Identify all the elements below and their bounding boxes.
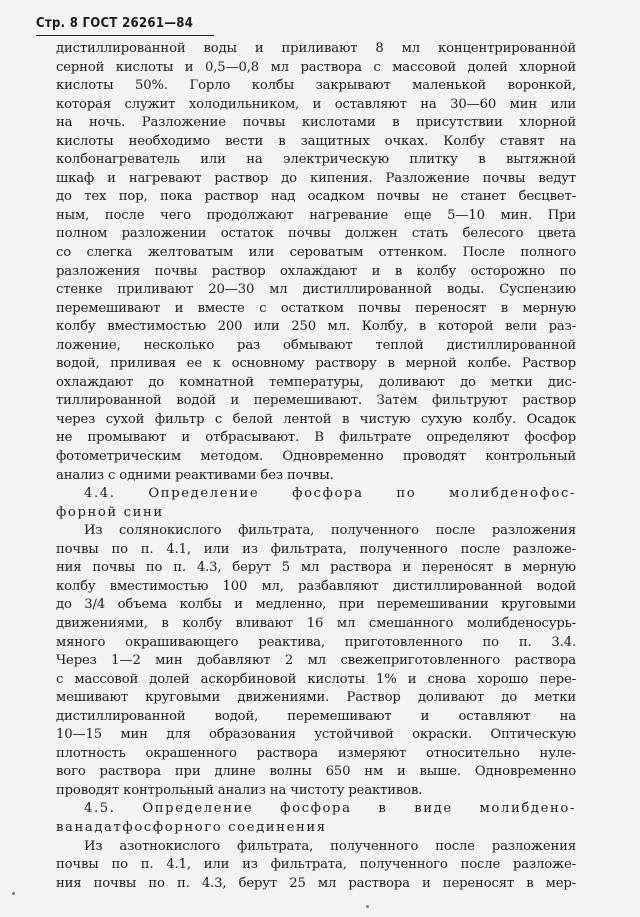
text-line: на ночь. Разложение почвы кислотами в присутствии хлорной [56,115,576,131]
text-line: Из солянокислого фильтрата, полученного после разложения [84,523,576,539]
text-line: почвы по п. 4.1, или из фильтрата, полученного после разложе- [56,857,576,873]
text-line: движениями, в колбу вливают 16 мл смешанного молибденосурь- [56,615,576,631]
text-line: мяного окрашивающего реактива, приготовленного по п. 3.4. [56,634,576,650]
text-line: через сухой фильтр с белой лентой в чистую сухую колбу. Осадок [56,411,576,427]
text-line: 4.5. Определение фосфора в виде молибдено- [84,801,576,817]
text-line: колбу вместимостью 200 или 250 мл. Колбу, в которой вели раз- [56,319,576,335]
text-line: не промывают и отбрасывают. В фильтрате определяют фосфор [56,430,576,446]
text-line: до тех пор, пока раствор над осадком почвы не станет бесцвет- [56,189,576,205]
text-line: кислоты необходимо вести в защитных очках. Колбу ставят на [56,133,576,149]
text-line: мешивают круговыми движениями. Раствор доливают до метки [56,690,576,706]
text-line: перемешивают и вместе с остатком почвы переносят в мерную [56,300,576,316]
text-line: дистиллированной воды и приливают 8 мл концентрированной [56,41,576,56]
text-line: дистиллированной водой, перемешивают и оставляют на [56,708,576,724]
text-line: форной сини [56,504,164,520]
text-line: до 3/4 объема колбы и медленно, при перемешивании круговыми [56,597,576,613]
header-rule [36,35,214,36]
text-line: тиллированной водой и перемешивают. Затем фильтруют раствор [56,393,576,409]
text-line: Из азотнокислого фильтрата, полученного после разложения [84,838,576,854]
text-line: полном разложении остаток почвы должен стать белесого цвета [56,226,576,242]
text-line: водой, приливая ее к основному раствору в мерной колбе. Раствор [56,356,576,372]
text-line: охлаждают до комнатной температуры, доливают до метки дис- [56,374,576,390]
text-line: 10—15 мин для образования устойчивой окраски. Оптическую [56,727,576,743]
text-line: кислоты 50%. Горло колбы закрывают маленькой воронкой, [56,78,576,94]
text-line: ния почвы по п. 4.3, берут 5 мл раствора и переносят в мерную [56,560,576,576]
text-line: почвы по п. 4.1, или из фильтрата, полученного после разложе- [56,541,576,557]
scan-speck [12,892,15,895]
text-line: анализ с одними реактивами без почвы. [56,467,334,483]
text-line: вого раствора при длине волны 650 нм и выше. Одновременно [56,764,576,780]
text-line: стенке приливают 20—30 мл дистиллированной воды. Суспензию [56,282,576,298]
document-body [56,40,576,893]
text-line: ным, после чего продолжают нагревание еще 5—10 мин. При [56,207,576,223]
text-line: со слегка желтоватым или сероватым оттенком. После полного [56,245,576,261]
text-line: фотометрическим методом. Одновременно проводят контрольный [56,449,576,465]
text-line: которая служит холодильником, и оставляют на 30—60 мин или [56,96,576,112]
text-line: колбонагреватель или на электрическую плитку в вытяжной [56,152,576,168]
text-line: ния почвы по п. 4.3, берут 25 мл раствора и переносят в мер- [56,875,576,891]
text-line: серной кислоты и 0,5—0,8 мл раствора с массовой долей хлорной [56,59,576,75]
text-line: колбу вместимостью 100 мл, разбавляют дистиллированной водой [56,578,576,594]
text-line: разложения почвы раствор охлаждают и в колбу осторожно по [56,263,576,279]
text-line: шкаф и нагревают раствор до кипения. Разложение почвы ведут [56,170,576,186]
text-line: Через 1—2 мин добавляют 2 мл свежеприготовленного раствора [56,653,576,669]
text-line: ложение, несколько раз обмывают теплой дистиллированной [56,337,576,353]
text-line: плотность окрашенного раствора измеряют относительно нуле- [56,745,576,761]
scan-speck [366,905,369,908]
page-header: Стр. 8 ГОСТ 26261—84 [36,16,194,31]
text-line: с массовой долей аскорбиновой кислоты 1% и снова хорошо пере- [56,671,576,687]
text-line: проводят контрольный анализ на чистоту реактивов. [56,782,423,798]
text-line: ванадатфосфорного соединения [56,819,327,835]
text-line: 4.4. Определение фосфора по молибденофос- [84,486,576,502]
